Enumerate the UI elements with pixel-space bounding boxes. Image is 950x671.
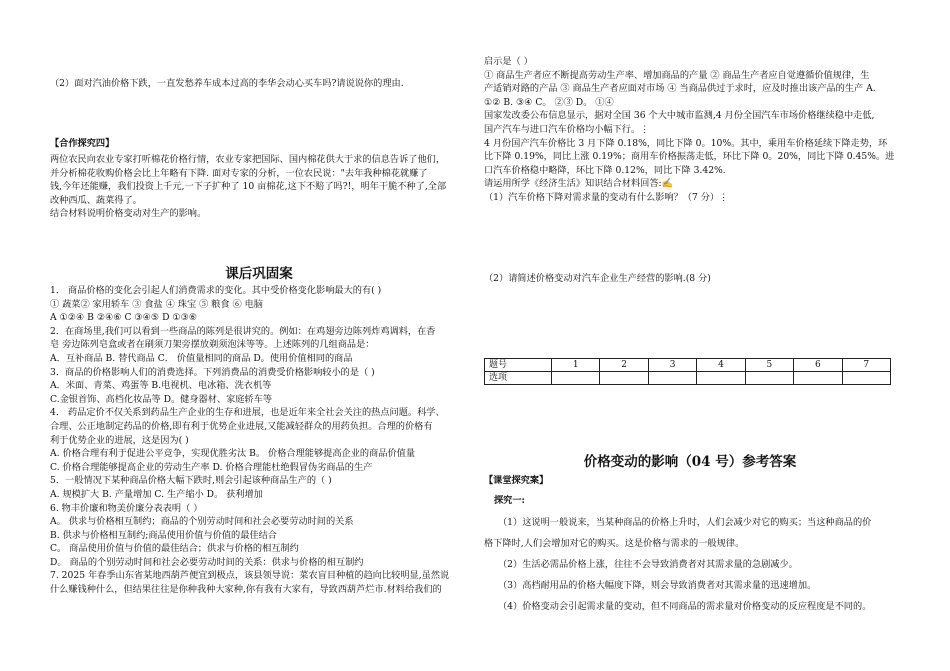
review-line: C。 商品使用价值与价值的最佳结合；供求与价格的相互制约 (50, 543, 299, 555)
review-line: 什么赚钱种什么，但结果往往是你种我种大家种,你有我有大家有，导致西葫芦烂市.材料给我们的 (50, 584, 442, 596)
cont-line: ①② B. ③④ C。 ②③ D。 ①④ (484, 96, 614, 108)
question-number: 3 (648, 359, 696, 372)
cont-line: 比下降 0.19%，同比上涨 0.19%；商用车价格振荡走低，环比下降 0。20%，同比下降 0.45%。进 (484, 151, 895, 163)
table-option-label: 选项 (485, 372, 552, 385)
cont-line: 请运用所学《经济生活》知识结合材料回答:✍ (484, 178, 674, 190)
review-line: 4． 药品定价不仅关系到药品生产企业的生存和进展，也是近年来全社会关注的热点问题。科学、 (50, 407, 445, 419)
review-line: A。 供求与价格相互制约；商品的个别劳动时间和社会必要劳动时间的关系 (50, 516, 354, 528)
answer-line: （4）价格变动会引起需求量的变动，但不同商品的需求量对价格变动的反应程度是不同的。 (498, 601, 872, 612)
cont-line: 国产汽车与进口汽车价格均小幅下行。⋮ (484, 123, 650, 135)
review-line: 5．一般情况下某种商品价格大幅下跌时,则会引起该种商品生产的（ ) (50, 475, 332, 487)
question-number: 2 (600, 359, 648, 372)
question-number: 7 (842, 359, 890, 372)
answer-cell[interactable] (842, 372, 890, 385)
answer-cell[interactable] (600, 372, 648, 385)
table-header-label: 题号 (485, 359, 552, 372)
question-number: 5 (745, 359, 793, 372)
answer-title: 价格变动的影响（04 号）参考答案 (583, 454, 797, 470)
answer-cell[interactable] (648, 372, 696, 385)
answer-cell[interactable] (697, 372, 745, 385)
section4-line: 并分析棉花收购价格会比上年略有下降. 面对专家的分析，一位农民说："去年我种棉花就赚了 (50, 167, 428, 179)
cont-line: 口汽车价格稳中略降，环比下降 0.12%，同比下降 3.42%. (484, 164, 726, 176)
review-line: C. 价格合理能够提高企业的劳动生产率 D. 价格合理能杜绝假冒伪劣商品的生产 (50, 461, 373, 473)
review-line: 1． 商品价格的变化会引起人们消费需求的变化。其中受价格变化影响最大的有( ) (50, 285, 382, 296)
review-line: 合理、公正地制定药品的价格,即有利于优势企业进展,又能减轻群众的用药负担。合理的价格有 (50, 420, 433, 432)
answer-line: （2）生活必需品价格上涨，往往不会导致消费者对其需求量的急剧减少。 (498, 559, 798, 570)
answer-cell[interactable] (794, 372, 842, 385)
section4-line: 改种西瓜、蔬菜得了。 (50, 194, 142, 206)
cont-line: 产适销对路的产品 ③ 商品生产者应面对市场 ④ 当商品供过于求时，应及时推出该产品的生产 A. (484, 83, 876, 95)
review-line: A．互补商品 B. 替代商品 C． 价值量相同的商品 D。使用价值相同的商品 (50, 352, 353, 364)
continued-question (484, 55, 896, 205)
review-line: C.金银首饰、高档化妆品等 D。健身器材、家庭轿车等 (50, 393, 273, 405)
answer-body (484, 512, 896, 617)
answer-cell[interactable] (745, 372, 793, 385)
answer-cell[interactable] (552, 372, 600, 385)
q2-intro: （2）面对汽油价格下跌，一直发愁养车成本过高的李华会动心买车吗?请说说你的理由. (50, 78, 404, 89)
review-line: 6. 物丰价廉和物美价廉分表表明（ ） (50, 502, 203, 514)
answer-table (484, 358, 891, 385)
table-row (485, 359, 891, 372)
review-line: 皂 旁边陈列皂盒或者在刷须刀架旁摆放剃须泡沫等等。上述陈列的几组商品是： (50, 339, 375, 351)
review-line: A ①②④ B ②④⑥ C ③④⑤ D ①③⑥ (50, 312, 198, 324)
review-line: 7. 2025 年春季山东省某地西葫芦便宜到极点，该县领导说：菜农盲目种植的趋向比较明显,虽然说 (50, 570, 450, 582)
question-number: 4 (697, 359, 745, 372)
review-line: D。 商品的个别劳动时间和社会必要劳动时间的关系：供求与价格的相互制约 (50, 556, 364, 568)
review-questions (50, 284, 468, 597)
review-line: 2．在商场里,我们可以看到一些商品的陈列是很讲究的。例如：在鸡翅旁边陈列炸鸡调料，在香 (50, 325, 436, 337)
question-number: 1 (552, 359, 600, 372)
question-number: 6 (794, 359, 842, 372)
cont-line: ① 商品生产者应不断提高劳动生产率、增加商品的产量 ② 商品生产者应自觉遵循价值规律，生 (484, 69, 870, 81)
answer-line: （1）这说明一般说来，当某种商品的价格上升时，人们会减少对它的购买；当这种商品的价 (498, 517, 872, 528)
class-section-title: 【课堂探究案】 (484, 475, 549, 486)
section4-body (50, 153, 468, 221)
section4-title: 【合作探究四】 (50, 138, 115, 149)
cont-line: 4 月份国产汽车价格比 3 月下降 0.18%，同比下降 0。10%。其中，乘用车价格延续下降走势，环 (484, 137, 888, 149)
section4-line: 钱,今年还能赚，我们投资上千元,一下子扩种了 10 亩棉花,这下不赔了吗?!，明年干脆不种了,全部 (50, 181, 447, 193)
section4-line: 两位农民向农业专家打听棉花价格行情，农业专家把国际、国内棉花供大于求的信息告诉了他们， (50, 154, 446, 165)
review-line: A. 规模扩大 B. 产量增加 C. 生产缩小 D。 获利增加 (50, 488, 263, 500)
section4-line: 结合材料说明价格变动对生产的影响。 (50, 208, 207, 220)
review-line: A. 价格合理有利于促进公平竞争，实现优胜劣汰 B。 价格合理能够提高企业的商品价值量 (50, 448, 416, 460)
table-row (485, 372, 891, 385)
answer-line: 格下降时,人们会增加对它的购买。这是价格与需求的一般规律。 (484, 538, 745, 549)
explore-one-label: 探究一: (494, 495, 525, 506)
cont-line: 启示是（ ） (484, 56, 533, 67)
cont-line: 国家发改委公布信息显示，据对全国 36 个大中城市监测,4 月份全国汽车市场价格继续稳中走低, (484, 110, 875, 122)
review-line: A．米面、青菜、鸡蛋等 B.电视机、电冰箱、洗衣机等 (50, 380, 272, 392)
review-line: B. 供求与价格相互制约;商品使用价值与价值的最佳结合 (50, 529, 277, 541)
review-line: 3．商品的价格影响人们的消费选择。下列消费品的消费受价格影响较小的是（ ) (50, 366, 375, 378)
answer-line: （3）高档耐用品的价格大幅度下降，则会导致消费者对其需求量的迅速增加。 (498, 580, 817, 591)
car-q2: （2）请简述价格变动对汽车企业生产经营的影响.(8 分) (484, 273, 711, 284)
review-line: ① 蔬菜② 家用轿车 ③ 食盐 ④ 珠宝 ⑤ 粮食 ⑥ 电脑 (50, 298, 263, 310)
review-line: 利于优势企业的进展，这是因为( ) (50, 434, 189, 446)
review-title: 课后巩固案 (225, 266, 293, 282)
cont-line: （1）汽车价格下降对需求量的变动有什么影响？（7 分）⋮ (484, 191, 729, 203)
